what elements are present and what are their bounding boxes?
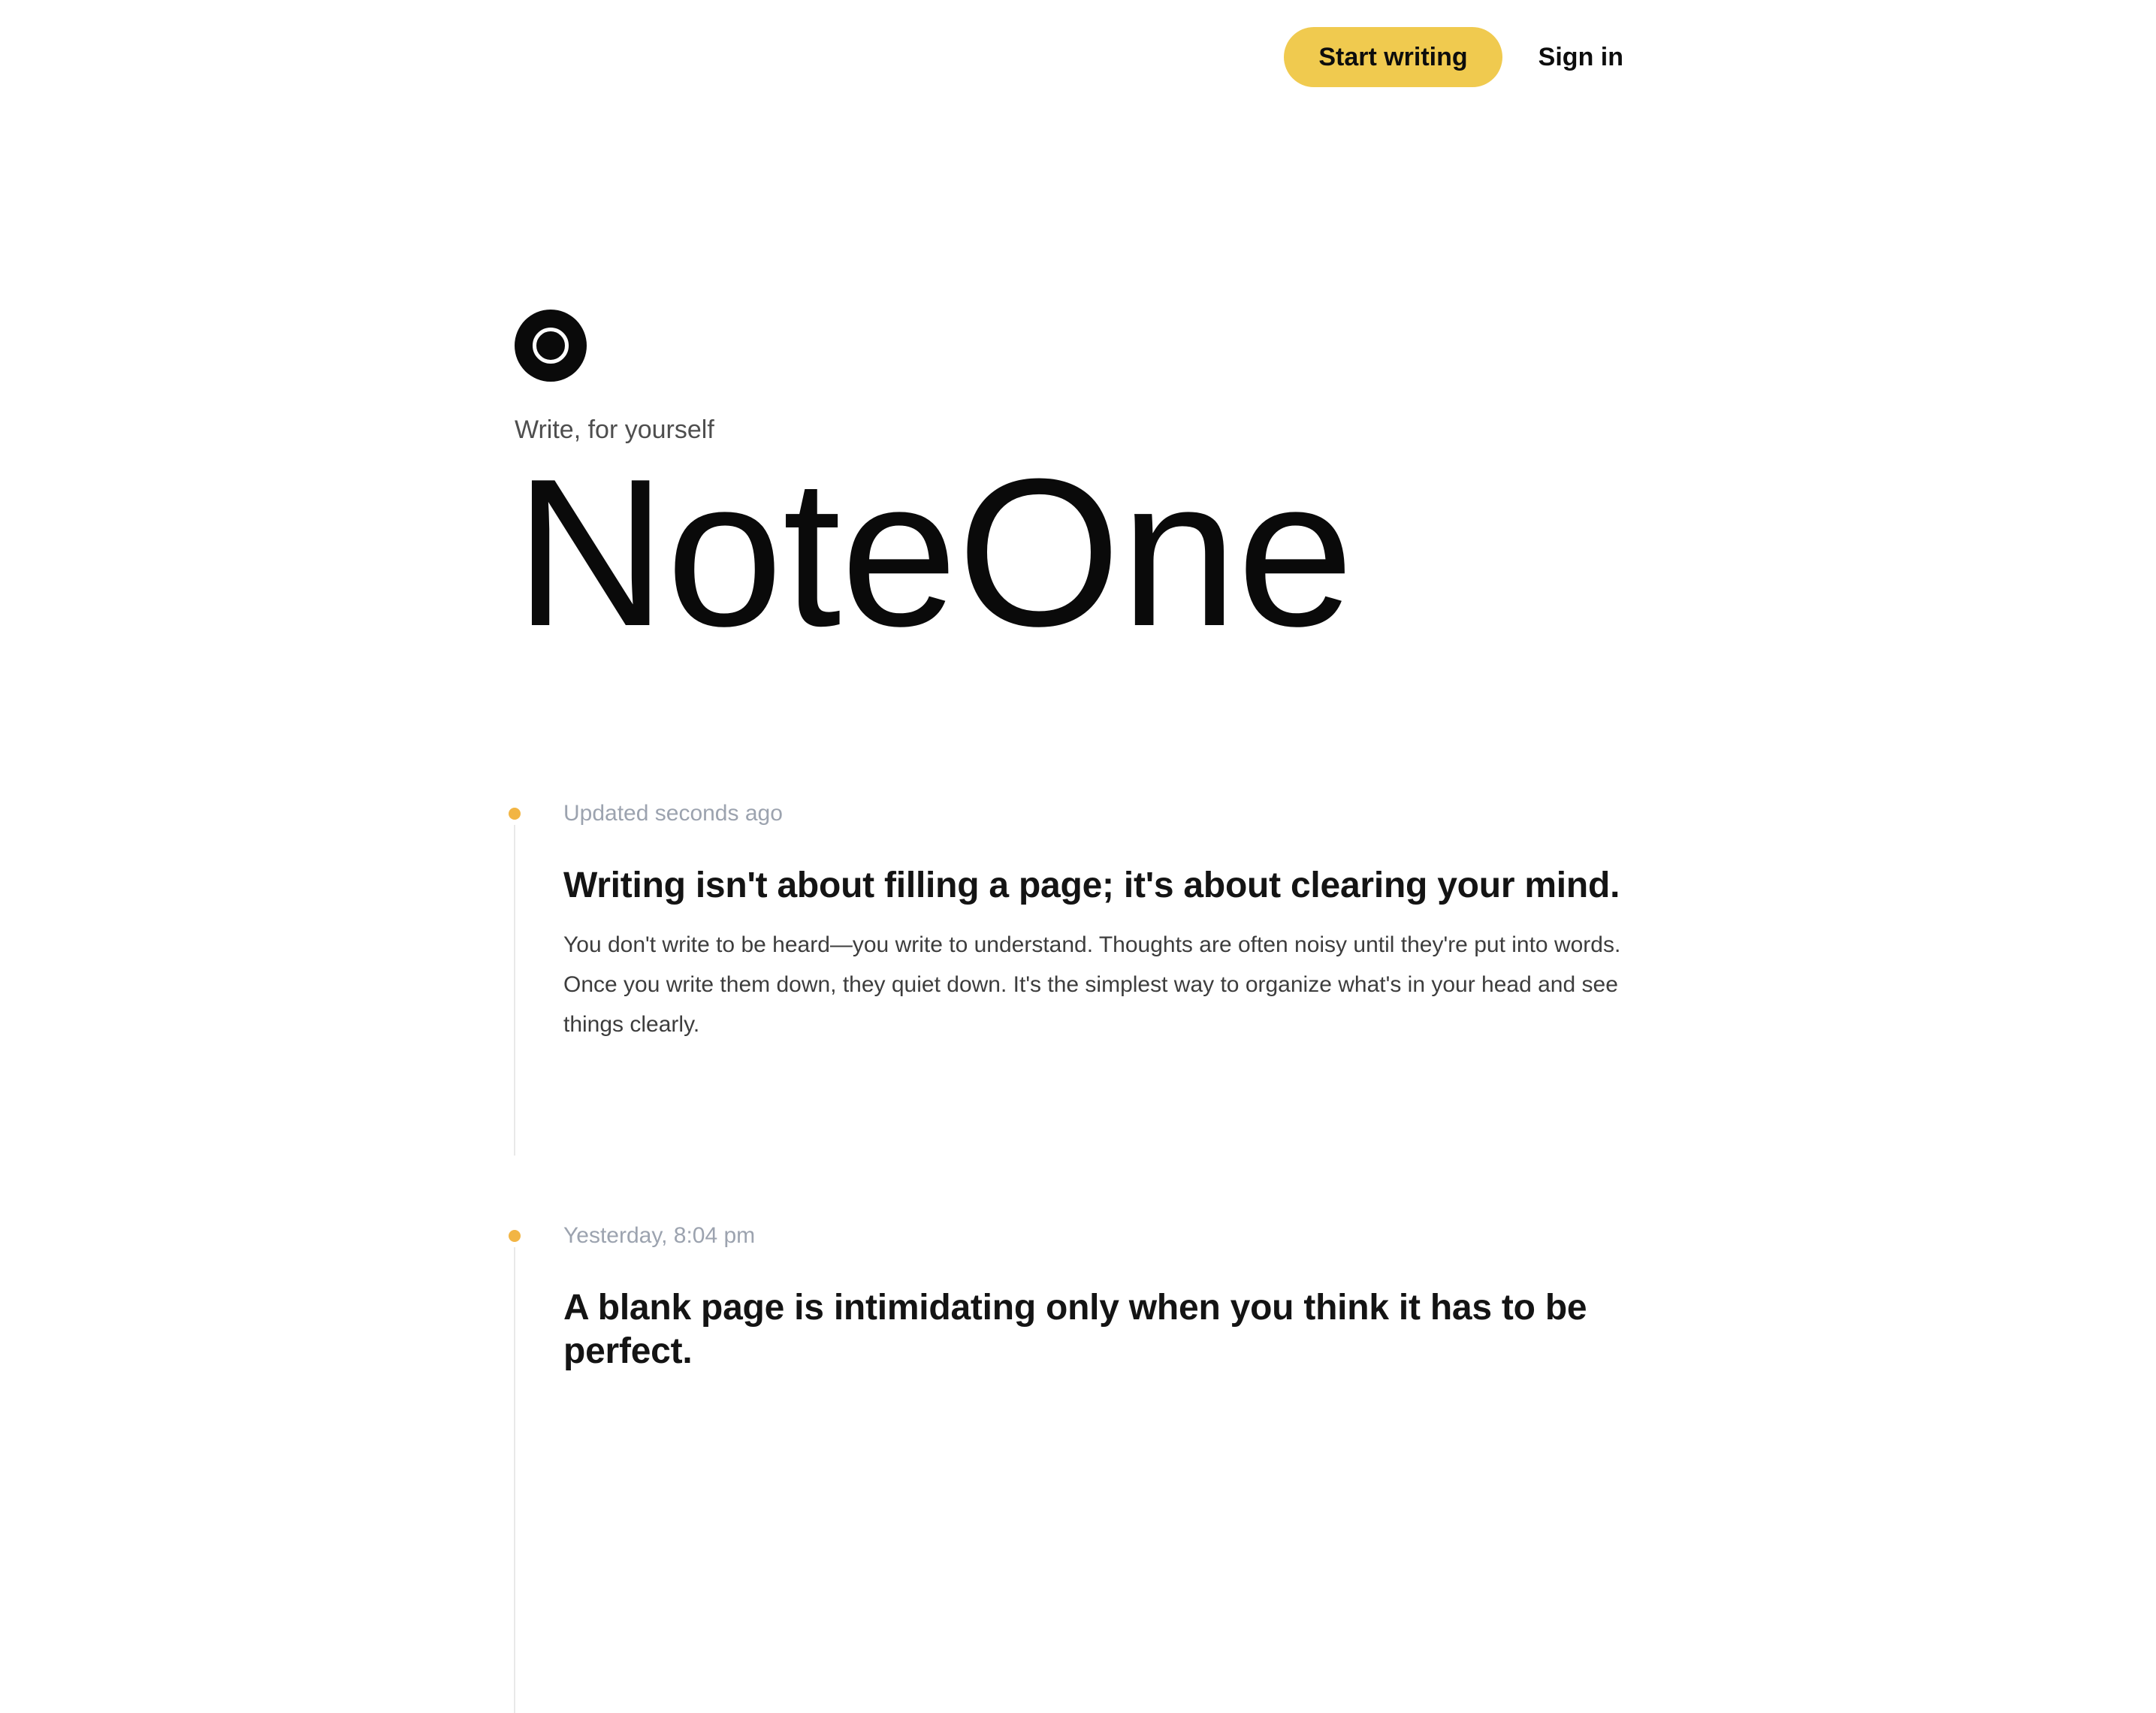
note-entry[interactable]	[515, 802, 1641, 1045]
notes-timeline	[515, 802, 1641, 1373]
note-entry[interactable]	[515, 1225, 1641, 1373]
start-writing-button[interactable]: Start writing	[1284, 27, 1502, 87]
note-heading[interactable]: Writing isn't about filling a page; it's about clearing your mind.	[563, 865, 1620, 905]
header	[515, 0, 1641, 87]
noteone-logo	[515, 310, 587, 382]
sign-in-link[interactable]: Sign in	[1538, 42, 1623, 71]
timeline-line	[514, 1247, 515, 1713]
page-title: NoteOne	[515, 435, 1354, 670]
hero-section	[515, 310, 1641, 670]
hero-tagline: Write, for yourself	[515, 415, 714, 444]
timeline-dot-icon	[509, 1230, 521, 1242]
page-container	[515, 0, 1641, 1373]
ring-in-circle-icon	[533, 328, 569, 364]
note-timestamp: Updated seconds ago	[563, 800, 783, 826]
note-timestamp: Yesterday, 8:04 pm	[563, 1223, 756, 1249]
timeline-line	[514, 825, 515, 1156]
note-body: You don't write to be heard—you write to understand. Thoughts are often noisy until they're put into words. Once you write them down, they quiet down. It's the simplest way to organize what's in your head and see things clearly.	[563, 932, 1621, 1038]
timeline-dot-icon	[509, 808, 521, 820]
note-heading[interactable]: A blank page is intimidating only when you think it has to be perfect.	[563, 1288, 1587, 1371]
